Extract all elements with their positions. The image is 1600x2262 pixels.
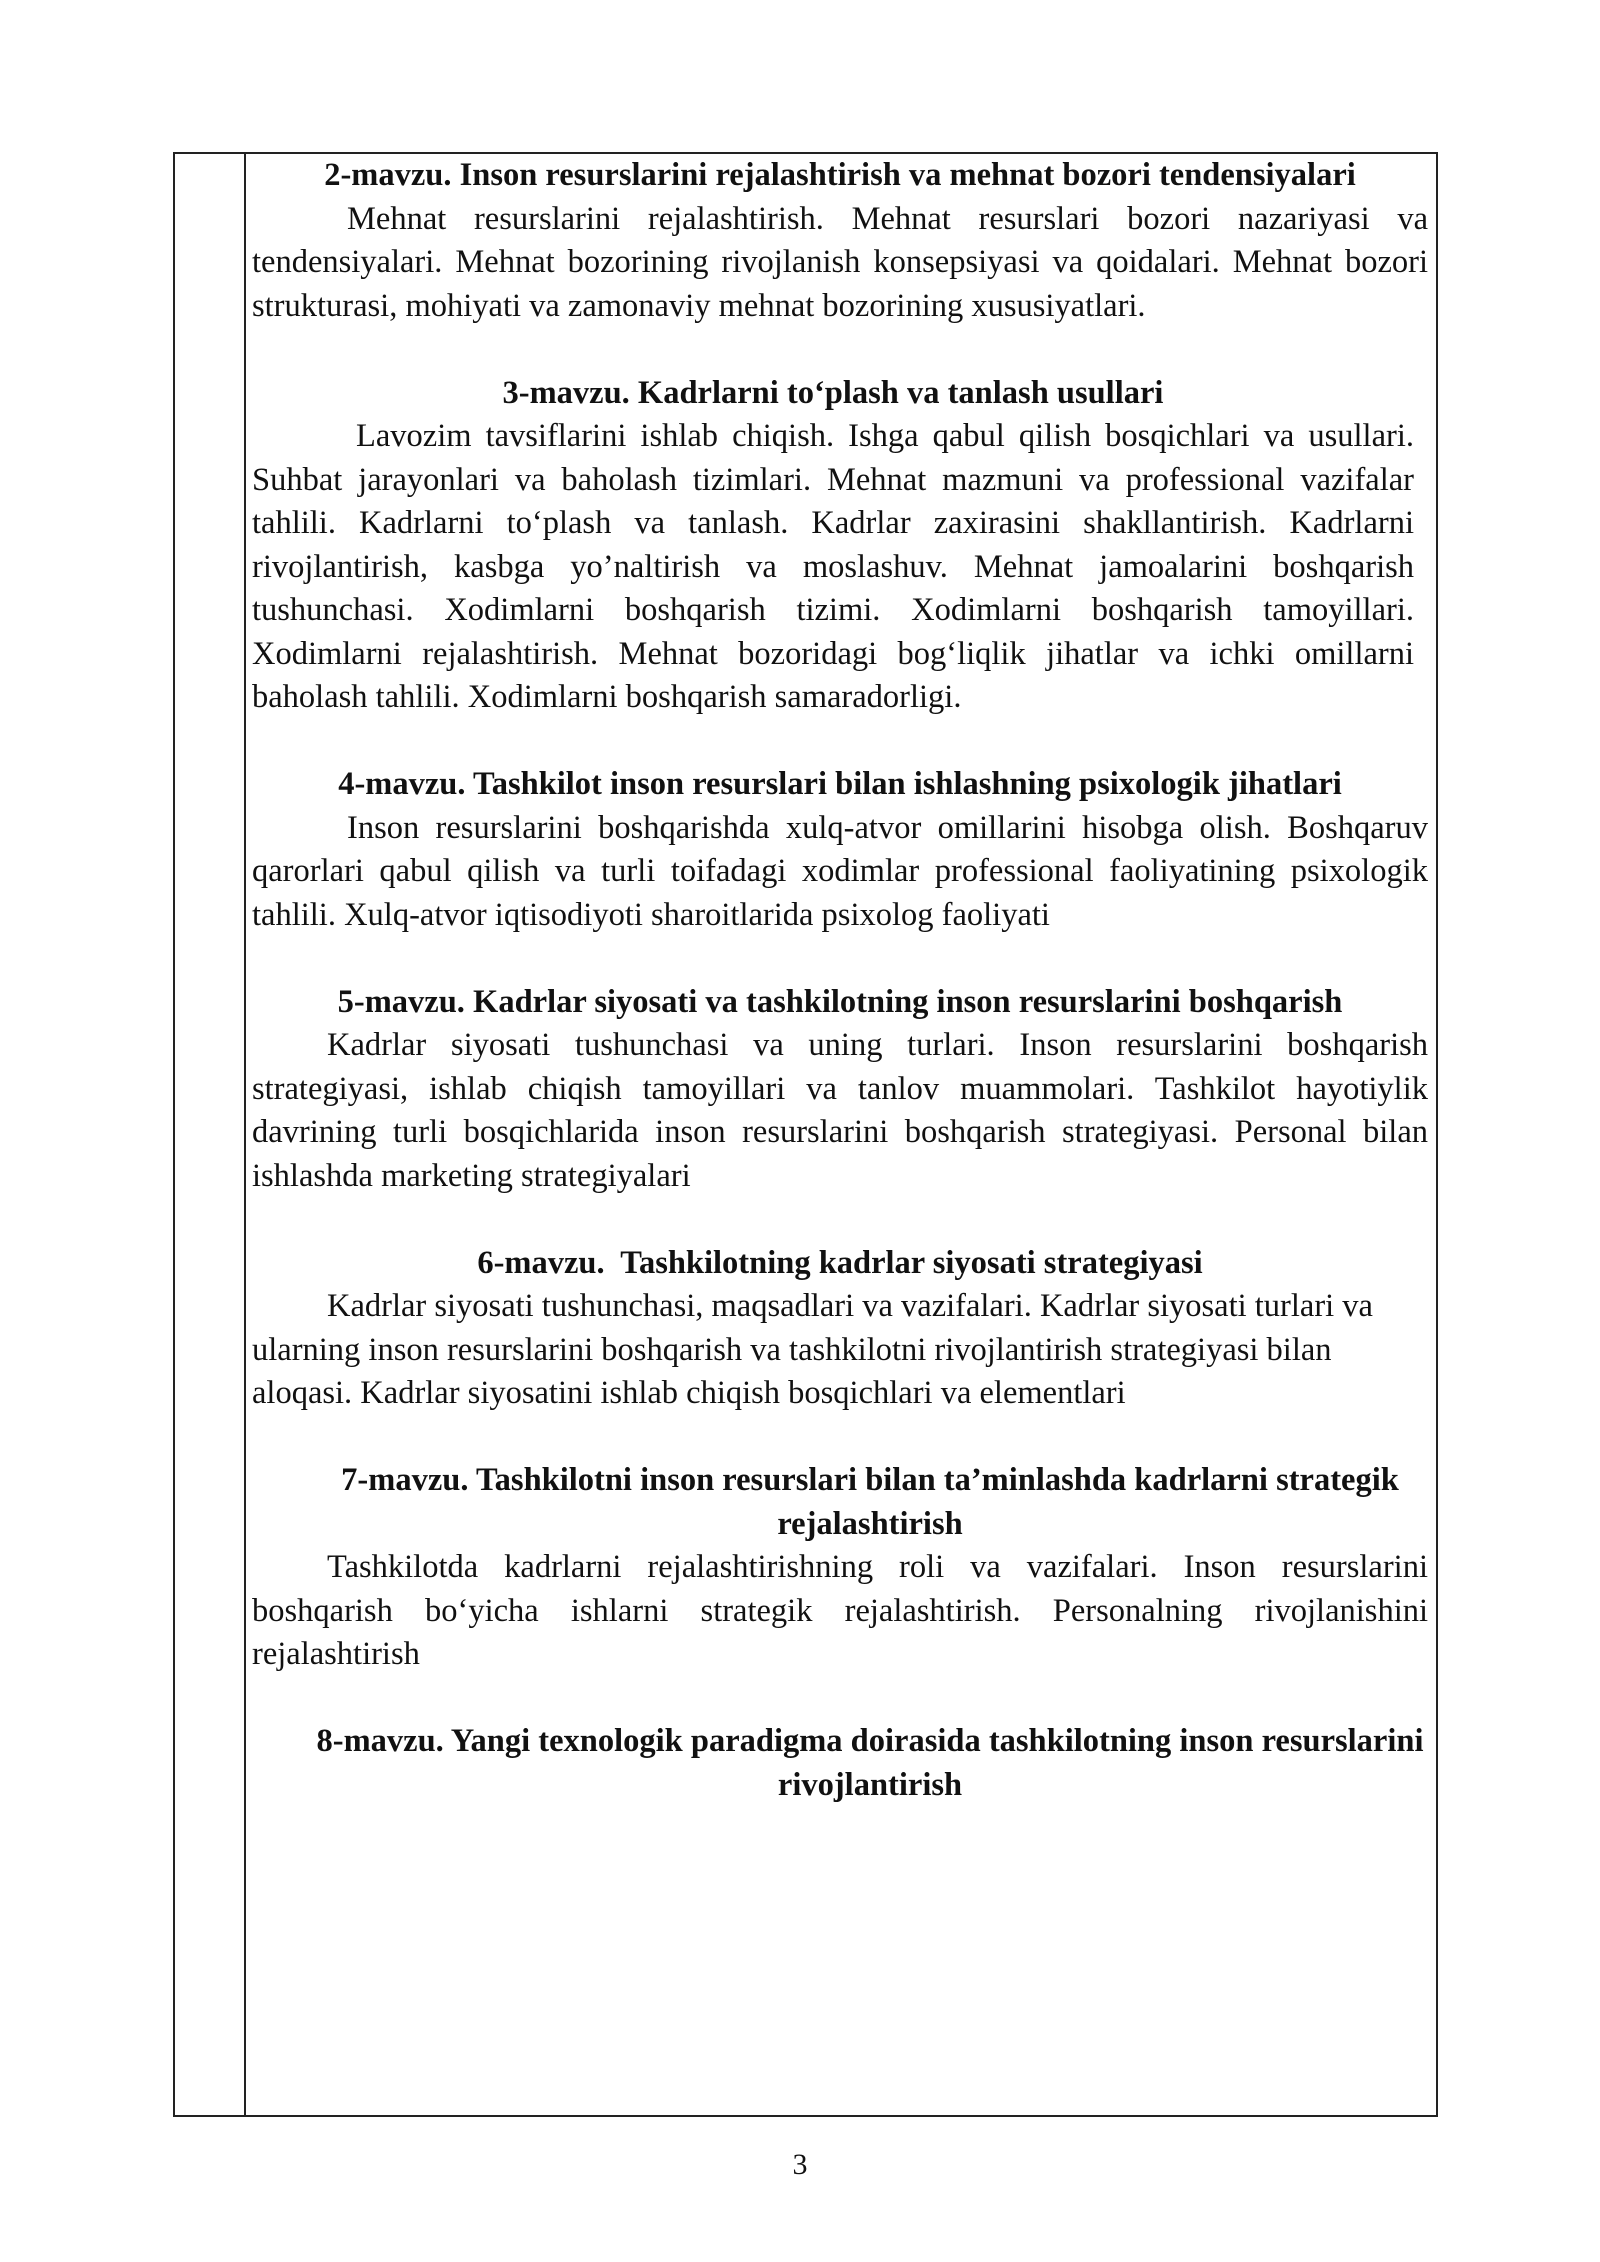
topic-title: 2-mavzu. Inson resurslarini rejalashtirish va mehnat bozori tendensiyalari xyxy=(324,157,1356,193)
topic-body: Mehnat resurslarini rejalashtirish. Mehnat resurslari bozori nazariyasi va tendensiyalari. Mehnat bozorining rivojlanish konsepsiyasi va qoidalari. Mehnat bozori strukturasi, mohiyati va zamonaviy mehnat bozorining xususiyatlari. xyxy=(252,200,1428,324)
topic-title: 5-mavzu. Kadrlar siyosati va tashkilotning inson resurslarini boshqarish xyxy=(337,983,1343,1020)
topic-body: Inson resurslarini boshqarishda xulq-atvor omillarini hisobga olish. Boshqaruv qarorlari qabul qilish va turli toifadagi xodimlar professional faoliyatining psixologik tahlili. Xulq-atvor iqtisodiyoti sharoitlarida psixolog faoliyati xyxy=(252,809,1428,933)
topic-7 xyxy=(252,1459,1428,1677)
topic-title: 7-mavzu. Tashkilotni inson resurslari bilan ta’minlashda kadrlarni strategik rejalashtirish xyxy=(341,1462,1399,1542)
content-table xyxy=(173,152,1438,2117)
column-divider xyxy=(244,154,246,2115)
topic-8 xyxy=(252,1720,1428,1807)
topic-2 xyxy=(252,154,1428,328)
topics-cell xyxy=(252,154,1428,1807)
topic-body: Lavozim tavsiflarini ishlab chiqish. Ishga qabul qilish bosqichlari va usullari. Suhbat jarayonlari va baholash tizimlari. Mehnat mazmuni va professional vazifalar tahlili. Kadrlarni to‘plash va tanlash. Kadrlar zaxirasini shakllantirish. Kadrlarni rivojlantirish, kasbga yo’naltirish va moslashuv. Mehnat jamoalarini boshqarish tushunchasi. Xodimlarni boshqarish tizimi. Xodimlarni boshqarish tamoyillari. Xodimlarni rejalashtirish. Mehnat bozoridagi bog‘liqlik jihatlar va ichki omillarni baholash tahlili. Xodimlarni boshqarish samaradorligi. xyxy=(252,418,1414,715)
topic-3 xyxy=(252,372,1414,720)
topic-title: 6-mavzu. Tashkilotning kadrlar siyosati strategiyasi xyxy=(477,1244,1203,1281)
topic-5 xyxy=(252,981,1428,1199)
page-number: 3 xyxy=(792,2148,808,2181)
topic-body: Tashkilotda kadrlarni rejalashtirishning roli va vazifalari. Inson resurslarini boshqarish bo‘yicha ishlarni strategik rejalashtirish. Personalning rivojlanishini rejalashtirish xyxy=(252,1549,1428,1672)
topic-body: Kadrlar siyosati tushunchasi va uning turlari. Inson resurslarini boshqarish strategiyasi, ishlab chiqish tamoyillari va tanlov muammolari. Tashkilot hayotiylik davrining turli bosqichlarida inson resurslarini boshqarish strategiyasi. Personal bilan ishlashda marketing strategiyalari xyxy=(252,1027,1428,1194)
topic-title: 4-mavzu. Tashkilot inson resurslari bilan ishlashning psixologik jihatlari xyxy=(338,766,1342,802)
topic-title: 8-mavzu. Yangi texnologik paradigma doirasida tashkilotning inson resurslarini rivojlantirish xyxy=(316,1723,1424,1803)
topic-title: 3-mavzu. Kadrlarni to‘plash va tanlash usullari xyxy=(502,374,1164,411)
topic-4 xyxy=(252,763,1428,937)
topic-body: Kadrlar siyosati tushunchasi, maqsadlari va vazifalari. Kadrlar siyosati turlari va ularning inson resurslarini boshqarish va tashkilotni rivojlantirish strategiyasi bilan aloqasi. Kadrlar siyosatini ishlab chiqish bosqichlari va elementlari xyxy=(252,1288,1373,1411)
topic-6 xyxy=(252,1242,1428,1416)
